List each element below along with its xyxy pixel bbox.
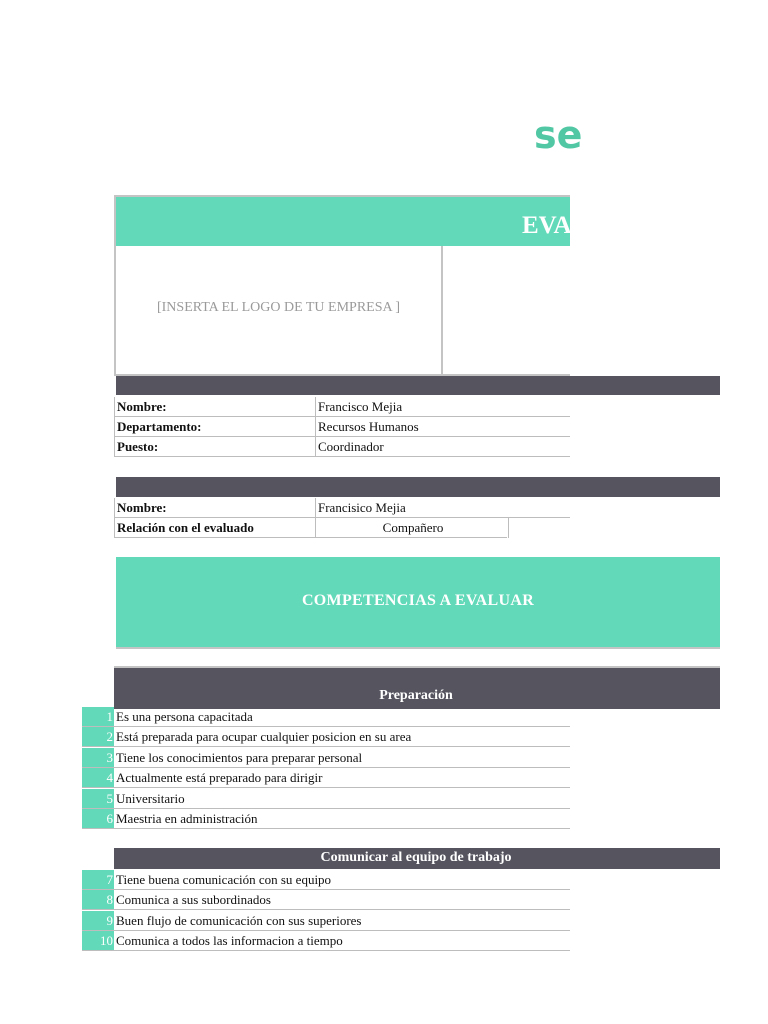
field-label: Departamento: xyxy=(117,419,202,434)
field-label: Nombre: xyxy=(117,500,167,515)
brand-logo-text: se xyxy=(534,113,583,157)
question-text: Está preparada para ocupar cualquier posicion en su area xyxy=(116,729,412,744)
evaluado-row xyxy=(114,417,570,437)
question-number: 10 xyxy=(82,931,114,950)
question-text: Tiene buena comunicación con su equipo xyxy=(116,872,332,887)
question-number: 1 xyxy=(82,707,114,726)
logo-placeholder-cell[interactable] xyxy=(116,246,443,374)
question-row xyxy=(82,789,570,809)
competencias-title: COMPETENCIAS A EVALUAR xyxy=(301,592,535,609)
question-row xyxy=(82,931,570,951)
question-number: 8 xyxy=(82,890,114,909)
question-row xyxy=(82,870,570,890)
question-number: 7 xyxy=(82,870,114,889)
evaluado-row xyxy=(114,437,570,457)
field-label: Nombre: xyxy=(117,399,167,414)
question-number: 4 xyxy=(82,768,114,787)
question-row xyxy=(82,748,570,768)
question-text: Maestria en administración xyxy=(116,811,258,826)
field-label: Relación con el evaluado xyxy=(117,520,254,535)
field-value[interactable]: Francisco Mejia xyxy=(315,397,402,417)
question-text: Actualmente está preparado para dirigir xyxy=(116,770,323,785)
evaluador-section-bar xyxy=(116,477,720,497)
question-row xyxy=(82,727,570,747)
question-row xyxy=(82,809,570,829)
competencias-banner xyxy=(116,557,720,649)
field-label: Puesto: xyxy=(117,439,159,454)
question-text: Comunica a todos las informacion a tiempo xyxy=(116,933,343,948)
question-row xyxy=(82,707,570,727)
question-text: Universitario xyxy=(116,791,185,806)
question-text: Es una persona capacitada xyxy=(116,709,253,724)
evaluador-row xyxy=(114,518,507,538)
field-value[interactable]: Recursos Humanos xyxy=(315,417,419,437)
question-number: 2 xyxy=(82,727,114,746)
question-number: 6 xyxy=(82,809,114,828)
question-number: 3 xyxy=(82,748,114,767)
evaluado-row xyxy=(114,397,570,417)
question-row xyxy=(82,768,570,788)
question-number: 9 xyxy=(82,911,114,930)
field-value[interactable]: Coordinador xyxy=(315,437,384,457)
section-title: Comunicar al equipo de trabajo xyxy=(320,850,512,865)
relation-select[interactable]: Compañero xyxy=(315,518,509,538)
question-row xyxy=(82,890,570,910)
question-text: Tiene los conocimientos para preparar personal xyxy=(116,750,363,765)
question-number: 5 xyxy=(82,789,114,808)
evaluador-row xyxy=(114,498,570,518)
question-row xyxy=(82,911,570,931)
field-value[interactable]: Francisico Mejia xyxy=(315,498,406,518)
question-text: Buen flujo de comunicación con sus superiores xyxy=(116,913,362,928)
page-title: EVA xyxy=(522,212,572,239)
evaluado-section-bar xyxy=(116,376,720,395)
question-text: Comunica a sus subordinados xyxy=(116,892,271,907)
header-banner xyxy=(116,197,570,246)
section-title: Preparación xyxy=(379,688,453,703)
logo-placeholder-text: [INSERTA EL LOGO DE TU EMPRESA ] xyxy=(156,300,401,315)
